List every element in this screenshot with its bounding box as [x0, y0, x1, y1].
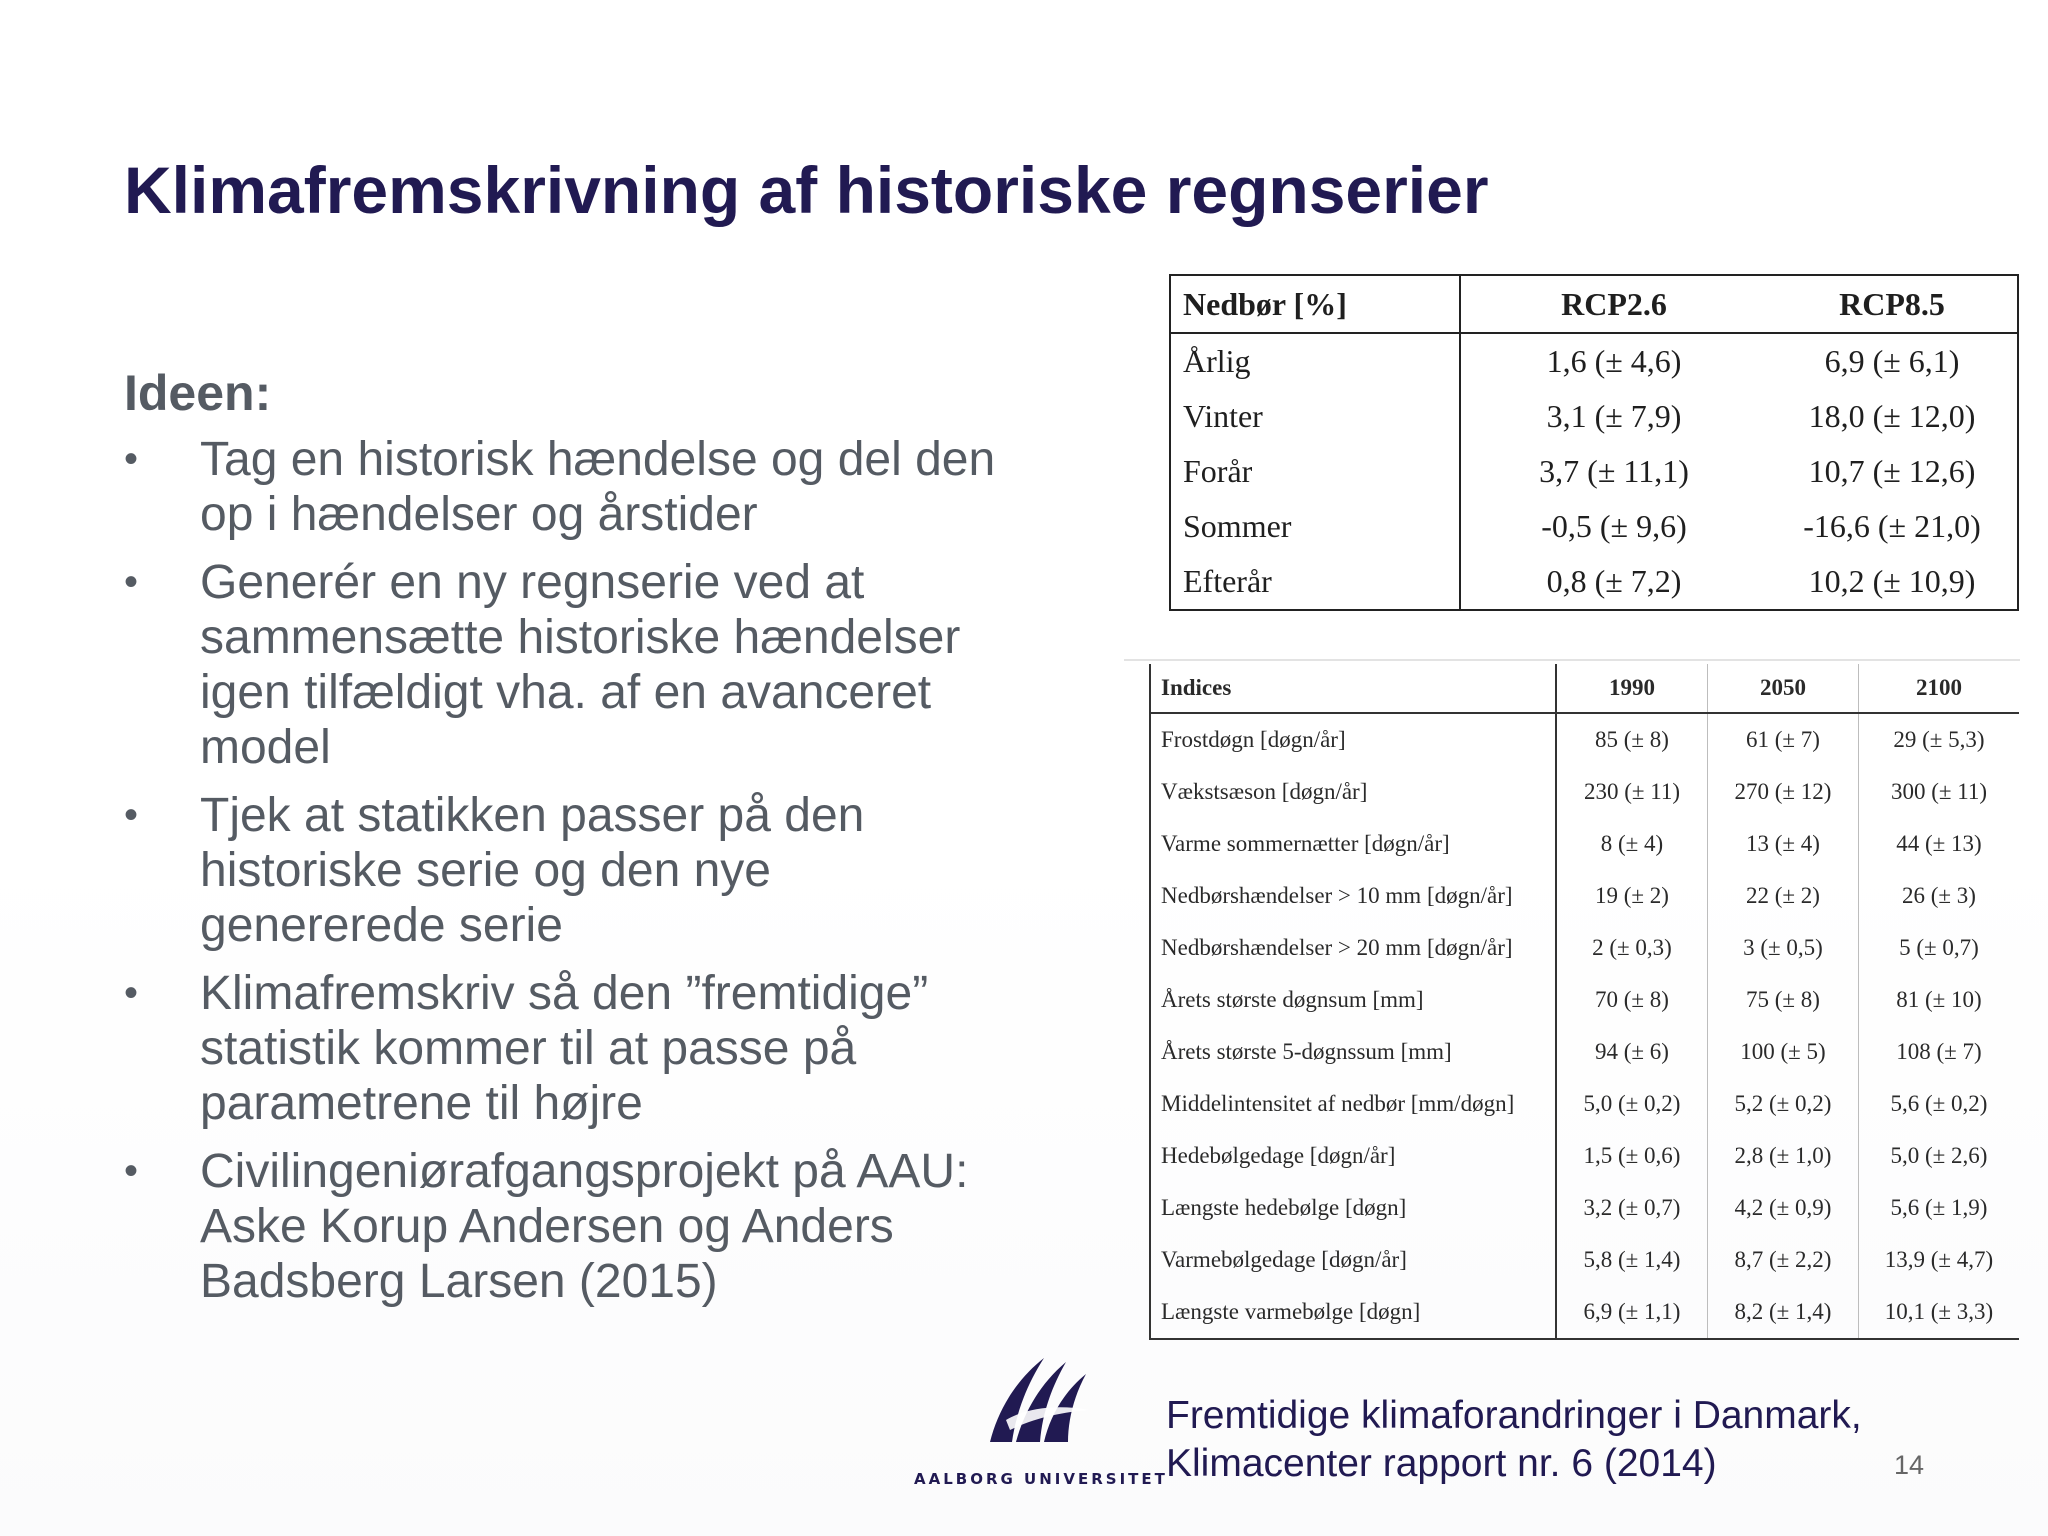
table-cell: 3,2 (± 0,7) — [1556, 1182, 1708, 1234]
slide-content — [124, 362, 1084, 1322]
table-cell: Årets største 5-døgnssum [mm] — [1150, 1026, 1556, 1078]
table-cell: 1,6 (± 4,6) — [1546, 343, 1682, 379]
table-header-cell: 2100 — [1859, 664, 2020, 713]
table-cell: 5,6 (± 0,2) — [1890, 1091, 1988, 1116]
table-row — [1150, 1130, 2019, 1182]
table-row — [1150, 974, 2019, 1026]
bullet-line: Aske Korup Andersen og Anders — [200, 1200, 894, 1253]
table-cell: 5 (± 0,7) — [1899, 935, 1979, 960]
table-row — [1150, 818, 2019, 870]
table-row — [1150, 870, 2019, 922]
bullet-list — [124, 432, 1084, 1309]
table-divider — [1124, 659, 2020, 661]
bullet-line: statistik kommer til at passe på — [200, 1022, 857, 1075]
table-cell: 22 (± 2) — [1708, 870, 1859, 922]
table-cell: Nedbørshændelser > 10 mm [døgn/år] — [1150, 870, 1556, 922]
table-cell: 13 (± 4) — [1708, 818, 1859, 870]
table-cell: 8,7 (± 2,2) — [1708, 1234, 1859, 1286]
table-cell: 2 (± 0,3) — [1556, 922, 1708, 974]
table-cell: 70 (± 8) — [1556, 974, 1708, 1026]
table-cell: Sommer — [1170, 499, 1460, 554]
table-cell: 94 (± 6) — [1556, 1026, 1708, 1078]
table-header-cell: 1990 — [1556, 664, 1708, 713]
table-cell: 300 (± 11) — [1890, 779, 1988, 804]
table-cell: Varme sommernætter [døgn/år] — [1150, 818, 1556, 870]
bullet-line: igen tilfældigt vha. af en avanceret — [200, 666, 932, 719]
table-cell: 10,7 (± 12,6) — [1767, 444, 2018, 499]
table-cell: 230 (± 11) — [1556, 766, 1708, 818]
table-cell: Frostdøgn [døgn/år] — [1150, 713, 1556, 766]
bullet-line: Generér en ny regnserie ved at — [200, 556, 865, 609]
table-row — [1170, 389, 2018, 444]
table-header-row — [1170, 275, 2018, 333]
table-header-cell: RCP2.6 — [1460, 275, 1767, 333]
bullet-line: parametrene til højre — [200, 1077, 643, 1130]
table-cell: 2,8 (± 1,0) — [1708, 1130, 1859, 1182]
table-cell: 3 (± 0,5) — [1708, 922, 1859, 974]
table-cell: Varmebølgedage [døgn/år] — [1150, 1234, 1556, 1286]
slide-title: Klimafremskrivning af historiske regnserier — [124, 153, 1489, 227]
table-cell: Årlig — [1170, 333, 1460, 389]
bullet-line: Civilingeniørafgangsprojekt på AAU: — [200, 1145, 969, 1198]
table-row — [1150, 713, 2019, 766]
table-row — [1170, 554, 2018, 610]
bullet-line: Tjek at statikken passer på den — [200, 789, 865, 842]
table-cell: Forår — [1170, 444, 1460, 499]
table-cell: 10,2 (± 10,9) — [1767, 554, 2018, 610]
bullet-glyph: • — [124, 560, 139, 604]
table-cell: 10,1 (± 3,3) — [1859, 1286, 2020, 1339]
table-cell: -0,5 (± 9,6) — [1541, 508, 1687, 544]
table-cell: Vinter — [1170, 389, 1460, 444]
table-row — [1150, 1078, 2019, 1130]
table-cell: 6,9 (± 6,1) — [1767, 333, 2018, 389]
ideen-heading: Ideen: — [124, 365, 272, 421]
table-cell: 3,1 (± 7,9) — [1546, 398, 1682, 434]
table-cell: Efterår — [1170, 554, 1460, 610]
table-cell: 75 (± 8) — [1708, 974, 1859, 1026]
table-cell: 5,8 (± 1,4) — [1556, 1234, 1708, 1286]
table-cell: 5,6 (± 1,9) — [1890, 1195, 1988, 1220]
bullet-line: op i hændelser og årstider — [200, 488, 758, 541]
bullet-line: Klimafremskriv så den ”fremtidige” — [200, 967, 929, 1020]
climate-indices-table — [1149, 664, 2019, 1340]
bullet-item — [124, 1144, 1084, 1309]
bullet-line: Tag en historisk hændelse og del den — [200, 433, 996, 486]
table-cell: 61 (± 7) — [1708, 713, 1859, 766]
table-cell: 13,9 (± 4,7) — [1884, 1247, 1994, 1272]
source-line: Fremtidige klimaforandringer i Danmark, — [1166, 1394, 1862, 1437]
table-row — [1150, 766, 2019, 818]
table-header-cell: RCP8.5 — [1767, 275, 2018, 333]
table-header-cell: Nedbør [%] — [1170, 275, 1460, 333]
table-cell: 29 (± 5,3) — [1893, 727, 1985, 752]
table-cell: Nedbørshændelser > 20 mm [døgn/år] — [1150, 922, 1556, 974]
logo-wordmark: AALBORG UNIVERSITET — [914, 1470, 1168, 1488]
bullet-item — [124, 966, 1084, 1131]
table-cell: 0,8 (± 7,2) — [1460, 554, 1767, 610]
aau-wave-logo-icon — [986, 1350, 1096, 1450]
table-cell: 8 (± 4) — [1556, 818, 1708, 870]
table-cell: 18,0 (± 12,0) — [1767, 389, 2018, 444]
bullet-glyph: • — [124, 793, 139, 837]
table-cell: 26 (± 3) — [1902, 883, 1976, 908]
bullet-line: genererede serie — [200, 899, 563, 952]
table-cell: 1,5 (± 0,6) — [1556, 1130, 1708, 1182]
table-cell: 5,2 (± 0,2) — [1708, 1078, 1859, 1130]
table-cell: 5,0 (± 0,2) — [1556, 1078, 1708, 1130]
source-citation — [1166, 1392, 1926, 1488]
bullet-item — [124, 555, 1084, 775]
bullet-line: model — [200, 721, 331, 774]
table-row — [1150, 1026, 2019, 1078]
table-cell: 4,2 (± 0,9) — [1708, 1182, 1859, 1234]
precipitation-table — [1169, 274, 2019, 611]
bullet-glyph: • — [124, 437, 139, 481]
table-cell: 100 (± 5) — [1708, 1026, 1859, 1078]
table-cell: Vækstsæson [døgn/år] — [1150, 766, 1556, 818]
table-cell: 108 (± 7) — [1896, 1039, 1982, 1064]
table-cell: 3,7 (± 11,1) — [1539, 453, 1689, 489]
table-cell: 81 (± 10) — [1896, 987, 1982, 1012]
table-row — [1150, 922, 2019, 974]
table-cell: 44 (± 13) — [1896, 831, 1982, 856]
table-row — [1150, 1182, 2019, 1234]
table-row — [1170, 499, 2018, 554]
table-cell: Middelintensitet af nedbør [mm/døgn] — [1150, 1078, 1556, 1130]
table-cell: 19 (± 2) — [1556, 870, 1708, 922]
aalborg-university-logo — [912, 1350, 1172, 1500]
bullet-glyph: • — [124, 1149, 139, 1193]
bullet-item — [124, 788, 1084, 953]
table-header-row — [1150, 664, 2019, 713]
table-cell: 270 (± 12) — [1708, 766, 1859, 818]
table-cell: Længste varmebølge [døgn] — [1150, 1286, 1556, 1339]
table-row — [1170, 444, 2018, 499]
table-row — [1170, 333, 2018, 389]
bullet-line: Badsberg Larsen (2015) — [200, 1255, 718, 1308]
bullet-line: sammensætte historiske hændelser — [200, 611, 961, 664]
table-cell: Årets største døgnsum [mm] — [1150, 974, 1556, 1026]
table-cell: Længste hedebølge [døgn] — [1150, 1182, 1556, 1234]
page-number: 14 — [1894, 1450, 1925, 1480]
table-row — [1150, 1234, 2019, 1286]
bullet-glyph: • — [124, 971, 139, 1015]
bullet-line: historiske serie og den nye — [200, 844, 771, 897]
bullet-item — [124, 432, 1084, 542]
table-cell: 6,9 (± 1,1) — [1556, 1286, 1708, 1339]
table-header-cell: 2050 — [1708, 664, 1859, 713]
table-header-cell: Indices — [1150, 664, 1556, 713]
table-cell: 5,0 (± 2,6) — [1890, 1143, 1988, 1168]
source-line: Klimacenter rapport nr. 6 (2014) — [1166, 1442, 1717, 1485]
table-cell: 8,2 (± 1,4) — [1708, 1286, 1859, 1339]
table-cell: 85 (± 8) — [1556, 713, 1708, 766]
table-cell: -16,6 (± 21,0) — [1767, 499, 2018, 554]
table-cell: Hedebølgedage [døgn/år] — [1150, 1130, 1556, 1182]
table-row — [1150, 1286, 2019, 1339]
